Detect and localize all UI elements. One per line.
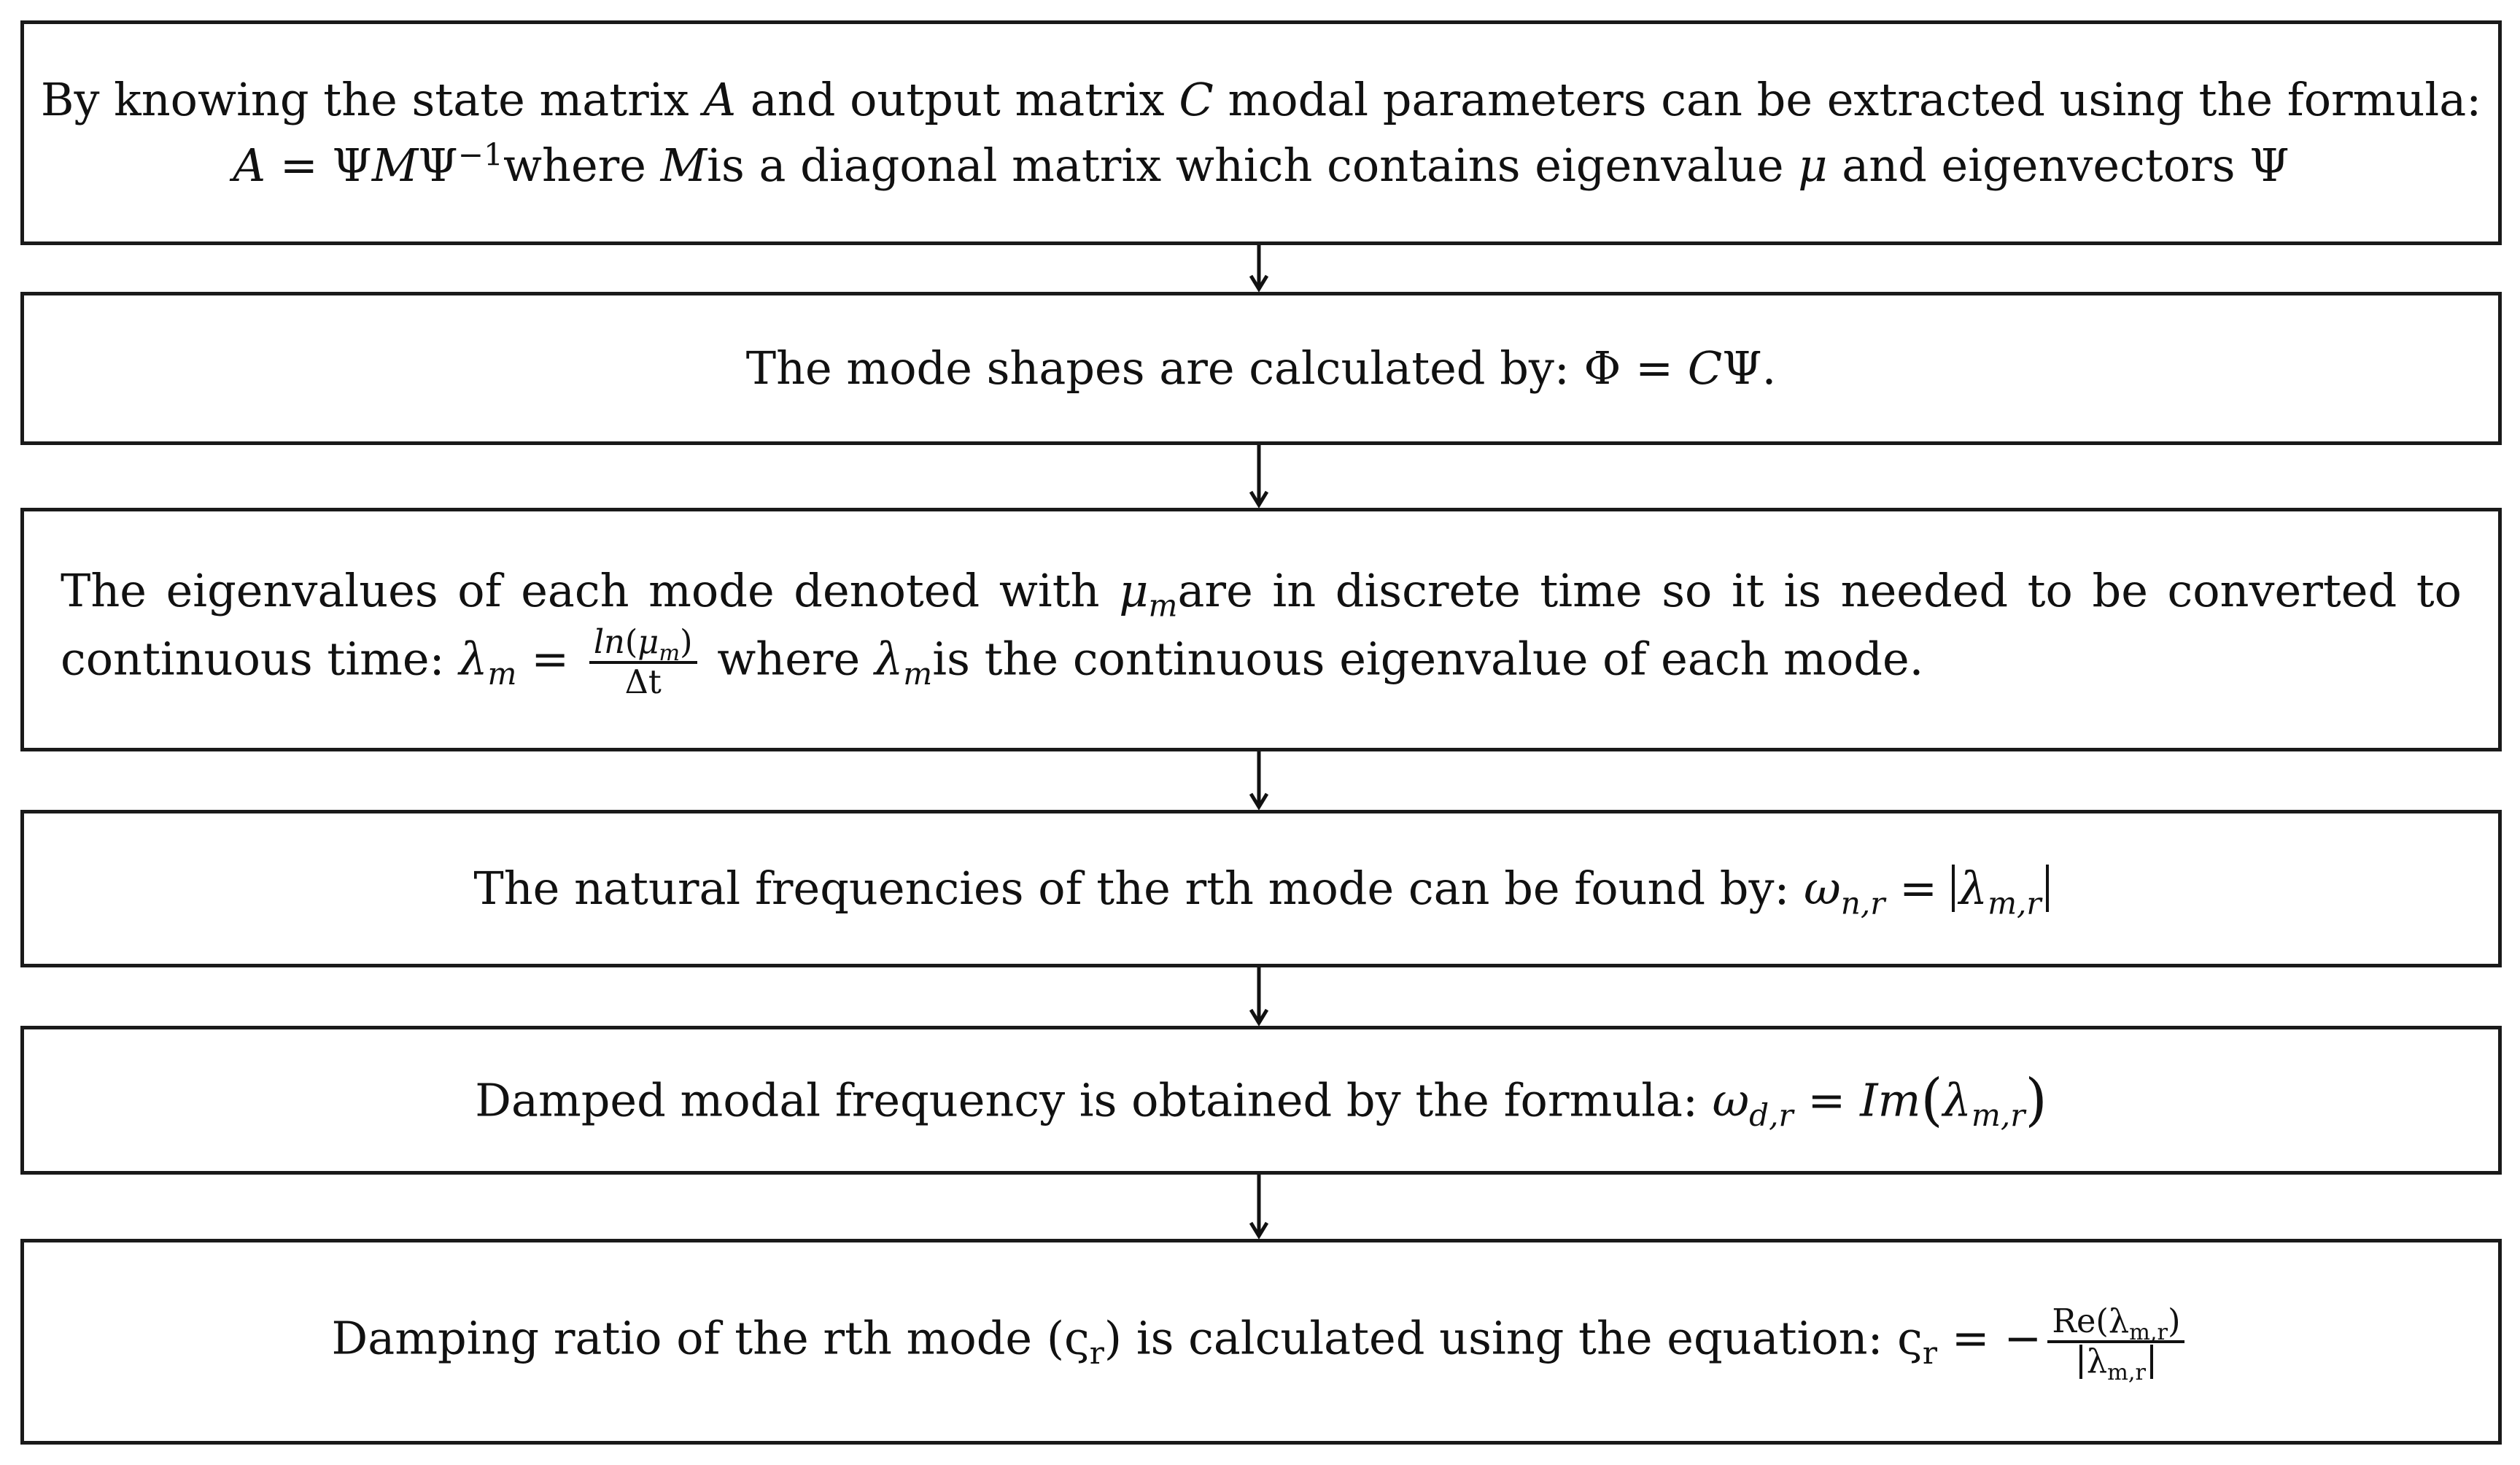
var-lambda: λ [1942, 1073, 1972, 1127]
equals: = [1793, 1073, 1861, 1127]
subscript: m [1148, 587, 1178, 624]
absolute-value [2079, 1342, 2153, 1385]
subscript: m,r [1971, 1097, 2025, 1133]
fraction-numerator: $\ln(\mu_m)$ [589, 624, 697, 664]
subscript: d,r [1749, 1097, 1794, 1133]
step4-line [24, 856, 2498, 921]
arrow-1 [1249, 245, 1268, 292]
step5-line [24, 1059, 2498, 1141]
var-zeta: ς [1897, 1311, 1923, 1365]
step1-line1 [24, 67, 2498, 133]
fraction-denominator: Δt [624, 662, 662, 701]
equals: = [1621, 341, 1688, 395]
arrow-4 [1249, 967, 1268, 1026]
arrow-3 [1249, 751, 1268, 810]
subscript: m [659, 640, 681, 666]
subscript: m [903, 655, 933, 692]
text: Damped modal frequency is obtained by the formula: [475, 1073, 1713, 1127]
text: modal parameters can be extracted using the formula: [1213, 73, 2482, 127]
text: continuous time: [61, 632, 460, 686]
inverse-exponent: −1 [457, 136, 503, 173]
equals-minus: = − [1937, 1311, 2042, 1365]
step-box-damped-frequency [20, 1026, 2502, 1175]
fraction [589, 624, 697, 702]
var-omega: ω [1712, 1073, 1750, 1127]
paren-open: ( [1920, 1067, 1943, 1133]
var-mu: μ [1119, 563, 1149, 617]
text: The natural frequencies of the rth mode can be found by: [473, 862, 1804, 916]
text: Damping ratio of the rth mode ( [331, 1311, 1065, 1365]
text: where [503, 139, 661, 192]
text: is the continuous eigenvalue of each mode. [932, 632, 1924, 686]
subscript: m [487, 655, 517, 692]
var-mu: μ [1798, 139, 1828, 192]
var-a: A [233, 139, 266, 192]
var-lambda: λ [2086, 1342, 2108, 1380]
arrow-2 [1249, 445, 1268, 508]
subscript: r [1922, 1334, 1938, 1371]
text: is a diagonal matrix which contains eigenvalue [707, 139, 1799, 192]
paren-close: ) [2025, 1067, 2047, 1133]
step1-line2 [24, 133, 2498, 198]
subscript: m,r [1988, 885, 2042, 921]
im-operator: Im [1860, 1073, 1921, 1127]
period: . [1761, 341, 1777, 395]
step-box-state-matrix [20, 20, 2502, 245]
var-phi: Φ [1583, 341, 1621, 395]
text: By knowing the state matrix [40, 73, 704, 127]
arrow-5 [1249, 1175, 1268, 1239]
step3-line1 [24, 558, 2498, 624]
ln: ln [593, 622, 625, 661]
step-box-mode-shapes [20, 292, 2502, 445]
subscript: m,r [2129, 1319, 2168, 1345]
var-lambda: λ [2108, 1302, 2130, 1340]
step-box-continuous-eigenvalues [20, 508, 2502, 751]
equals: = [265, 139, 333, 192]
subscript: m,r [2107, 1359, 2147, 1385]
absolute-value [1952, 862, 2049, 921]
var-mu: μ [637, 622, 659, 661]
var-omega: ω [1804, 862, 1841, 916]
step2-line [24, 336, 2498, 401]
var-psi: Ψ [1722, 341, 1762, 395]
re-operator: Re [2052, 1302, 2096, 1340]
step-box-natural-frequencies [20, 810, 2502, 967]
subscript: r [1089, 1334, 1104, 1371]
equals: = [516, 632, 584, 686]
text: where [702, 632, 875, 686]
var-c: C [1179, 73, 1214, 127]
fraction [2047, 1302, 2184, 1385]
fraction-denominator [2047, 1342, 2184, 1385]
var-lambda: λ [874, 632, 904, 686]
equals: = [1885, 862, 1952, 916]
text: are in discrete time so it is needed to be converted to [1177, 563, 2462, 617]
text: and eigenvectors [1827, 139, 2250, 192]
text: The eigenvalues of each mode denoted with [61, 563, 1120, 617]
var-c: C [1687, 341, 1723, 395]
var-psi: Ψ [2249, 139, 2290, 192]
text: ) is calculated using the equation: [1104, 1311, 1898, 1365]
text: and output matrix [736, 73, 1179, 127]
var-zeta: ς [1064, 1311, 1090, 1365]
fraction-numerator: $Re(\lambda_{m,r})$ [2047, 1303, 2184, 1343]
step-box-damping-ratio [20, 1239, 2502, 1445]
subscript: n,r [1840, 885, 1885, 921]
var-m: M [660, 139, 707, 192]
var-psi: Ψ [332, 139, 372, 192]
var-a: A [703, 73, 737, 127]
var-psi: Ψ [418, 139, 458, 192]
var-lambda: λ [1958, 862, 1988, 916]
step6-line [24, 1302, 2498, 1385]
var-m: M [371, 139, 419, 192]
text: The mode shapes are calculated by: [745, 341, 1584, 395]
var-lambda: λ [459, 632, 488, 686]
step3-line2 [24, 624, 2498, 702]
